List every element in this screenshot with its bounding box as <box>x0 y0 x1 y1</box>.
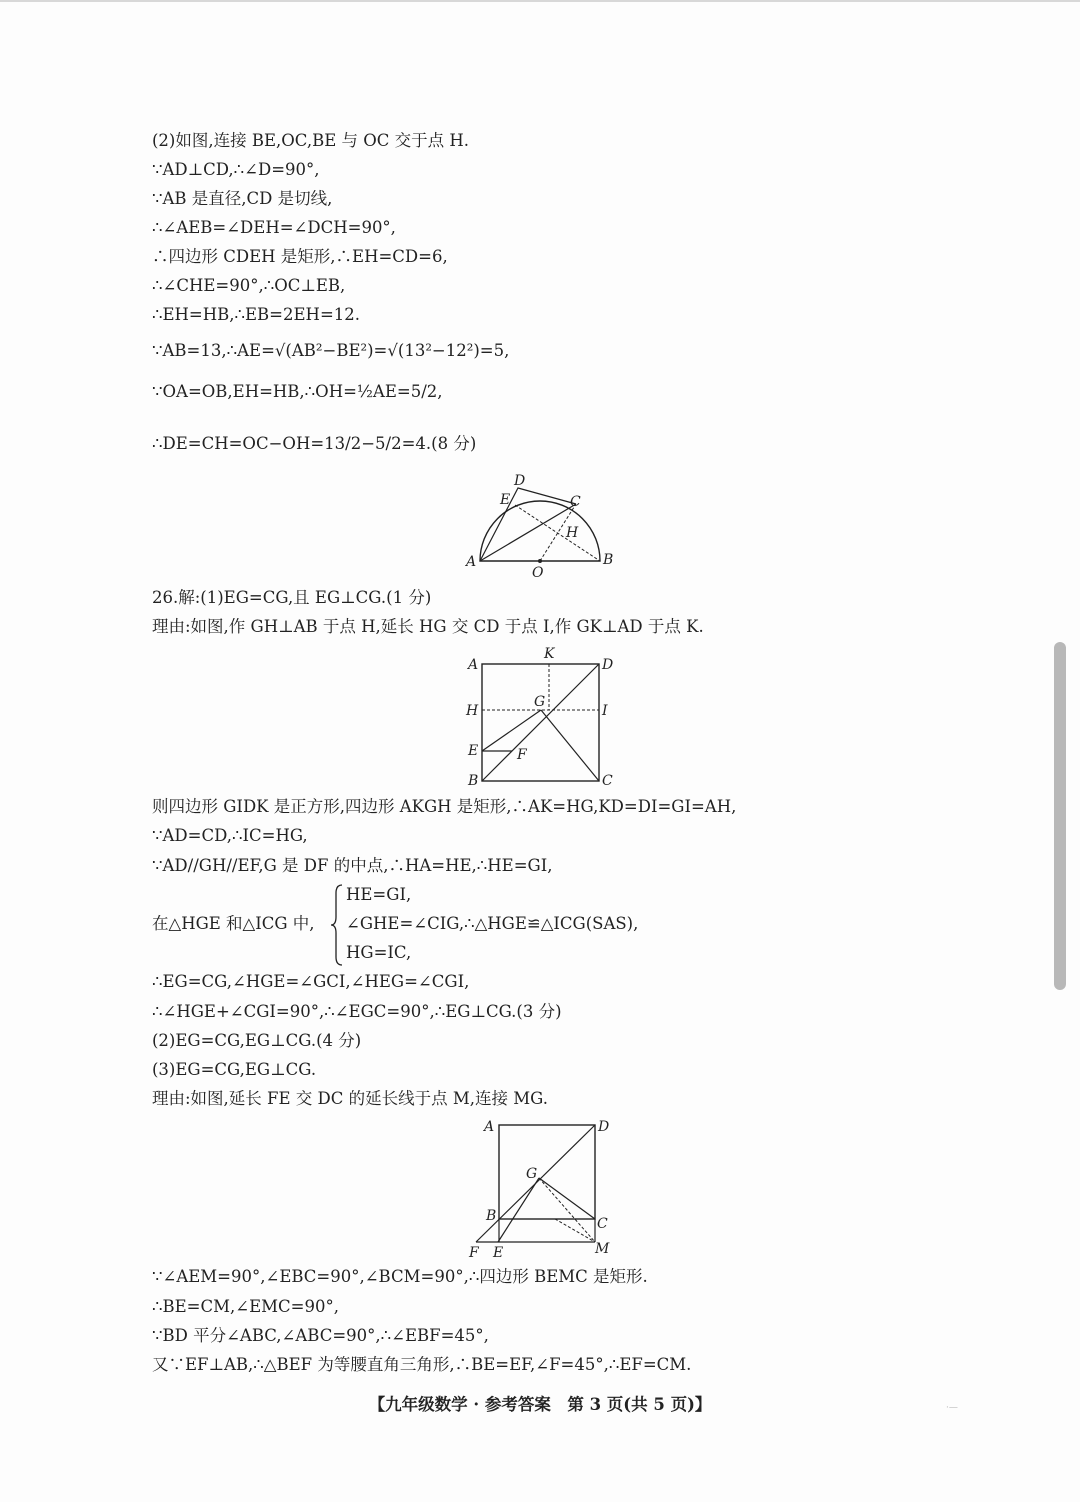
figure2-label-i: I <box>602 703 608 719</box>
system-line: HE=GI, <box>346 885 412 904</box>
square-figure <box>460 645 630 795</box>
figure3-label-g: G <box>526 1166 538 1182</box>
figure2-label-e: E <box>468 743 479 759</box>
figure3-label-d: D <box>598 1119 610 1135</box>
text-line: ∴EH=HB,∴EB=2EH=12. <box>152 305 361 324</box>
system-line: HG=IC, <box>346 943 412 962</box>
semicircle-figure <box>460 472 620 582</box>
scrollbar-thumb[interactable] <box>1054 642 1066 990</box>
text-line: ∵AD//GH//EF,G 是 DF 的中点,∴HA=HE,∴HE=GI, <box>152 856 553 875</box>
text-line: ∴EG=CG,∠HGE=∠GCI,∠HEG=∠CGI, <box>152 972 470 991</box>
figure3-label-a: A <box>484 1119 495 1135</box>
text-line: 理由:如图,作 GH⊥AB 于点 H,延长 HG 交 CD 于点 I,作 GK⊥AD 于点 K. <box>152 617 704 636</box>
text-line: (2)EG=CG,EG⊥CG.(4 分) <box>152 1031 362 1050</box>
figure2-label-g: G <box>534 694 546 710</box>
figure2-label-k: K <box>544 646 555 662</box>
system-line: ∠GHE=∠CIG,∴△HGE≌△ICG(SAS), <box>346 914 639 933</box>
figure2-label-f: F <box>517 747 527 763</box>
figure3-label-c: C <box>597 1216 608 1232</box>
system-brace <box>330 883 344 967</box>
text-line: (3)EG=CG,EG⊥CG. <box>152 1060 317 1079</box>
corner-mark: ·— <box>946 1403 958 1413</box>
text-line: 理由:如图,延长 FE 交 DC 的延长线于点 M,连接 MG. <box>152 1089 548 1108</box>
formula-line: ∵AB=13,∴AE=√(AB²−BE²)=√(13²−12²)=5, <box>152 341 510 360</box>
figure2-label-h: H <box>466 703 479 719</box>
page-footer: 【九年级数学 · 参考答案 第 3 页(共 5 页)】 <box>368 1395 712 1414</box>
figure1-label-a: A <box>466 554 477 570</box>
top-divider <box>0 0 1080 2</box>
text-line: ∵AB 是直径,CD 是切线, <box>152 189 333 208</box>
figure1-label-d: D <box>514 473 526 489</box>
figure1-label-c: C <box>570 494 581 510</box>
text-line: ∵∠AEM=90°,∠EBC=90°,∠BCM=90°,∴四边形 BEMC 是矩形. <box>152 1267 648 1286</box>
text-line: ∴∠CHE=90°,∴OC⊥EB, <box>152 276 346 295</box>
text-line: ∴BE=CM,∠EMC=90°, <box>152 1297 339 1316</box>
figure3-label-e: E <box>493 1245 504 1261</box>
figure1-label-b: B <box>603 552 614 568</box>
figure2-label-a: A <box>468 657 479 673</box>
figure3-label-b: B <box>486 1208 497 1224</box>
figure3-label-m: M <box>595 1241 610 1257</box>
text-line: 26.解:(1)EG=CG,且 EG⊥CG.(1 分) <box>152 588 432 607</box>
text-line: ∵BD 平分∠ABC,∠ABC=90°,∴∠EBF=45°, <box>152 1326 489 1345</box>
figure2-label-b: B <box>468 773 479 789</box>
text-line: ∴∠HGE+∠CGI=90°,∴∠EGC=90°,∴EG⊥CG.(3 分) <box>152 1002 562 1021</box>
text-line: ∵AD=CD,∴IC=HG, <box>152 826 308 845</box>
text-line: 则四边形 GIDK 是正方形,四边形 AKGH 是矩形,∴AK=HG,KD=DI=GI=AH, <box>152 797 737 816</box>
figure3-label-f: F <box>469 1245 479 1261</box>
formula-line: ∴DE=CH=OC−OH=13/2−5/2=4.(8 分) <box>152 434 477 453</box>
extended-square-figure <box>460 1114 630 1264</box>
formula-line: ∵OA=OB,EH=HB,∴OH=½AE=5/2, <box>152 382 443 401</box>
text-line: 在△HGE 和△ICG 中, <box>152 914 315 933</box>
text-line: ∴∠AEB=∠DEH=∠DCH=90°, <box>152 218 396 237</box>
text-line: 又∵EF⊥AB,∴△BEF 为等腰直角三角形,∴BE=EF,∠F=45°,∴EF=CM. <box>152 1355 692 1374</box>
text-line: (2)如图,连接 BE,OC,BE 与 OC 交于点 H. <box>152 131 470 150</box>
figure2-label-d: D <box>602 657 614 673</box>
figure2-label-c: C <box>602 773 613 789</box>
text-line: ∵AD⊥CD,∴∠D=90°, <box>152 160 320 179</box>
figure1-label-o: O <box>532 565 544 581</box>
text-line: ∴四边形 CDEH 是矩形,∴EH=CD=6, <box>152 247 448 266</box>
figure1-label-e: E <box>500 492 511 508</box>
figure1-label-h: H <box>566 525 579 541</box>
